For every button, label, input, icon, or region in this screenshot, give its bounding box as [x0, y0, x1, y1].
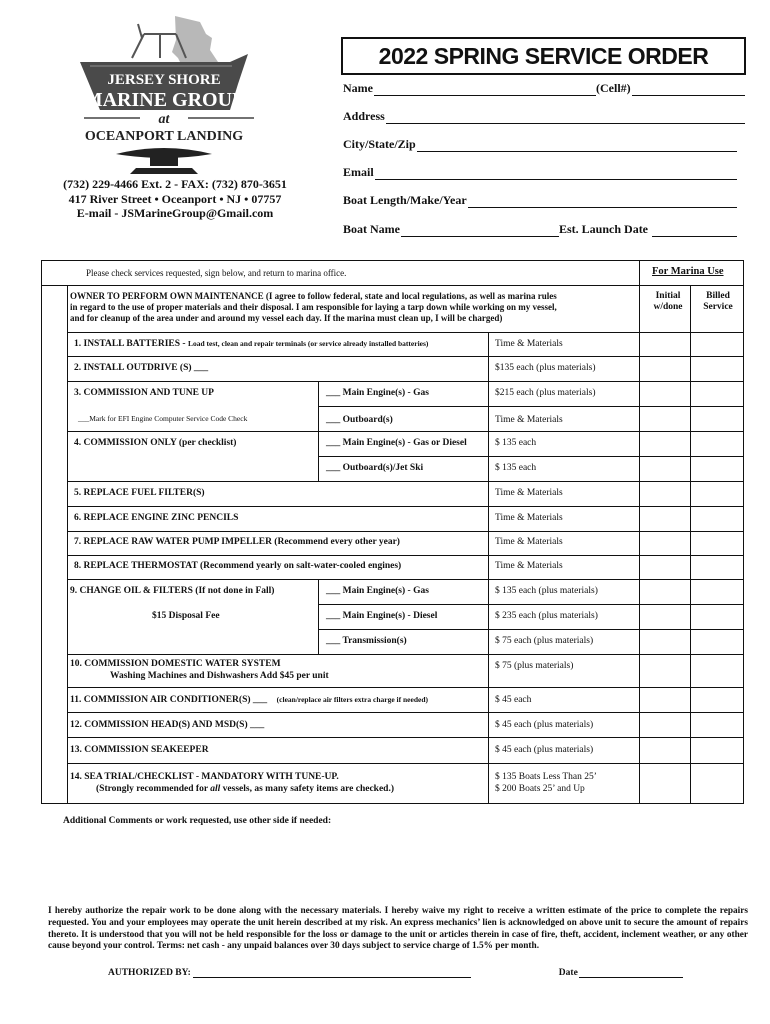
boat-name-label: Boat Name	[343, 222, 400, 236]
price-col-divider	[488, 332, 489, 803]
service-5: 5. REPLACE FUEL FILTER(S)	[74, 488, 205, 498]
service-14-sub-b: vessels, as many safety items are checked.)	[220, 784, 394, 794]
header-divider	[42, 285, 744, 286]
row-line	[67, 654, 744, 655]
service-14-price-b: $ 200 Boats 25’ and Up	[495, 784, 585, 794]
city-row	[343, 136, 745, 152]
email-row	[343, 164, 745, 180]
logo-line1: JERSEY SHORE	[107, 72, 221, 88]
service-8: 8. REPLACE THERMOSTAT (Recommend yearly on salt-water-cooled engines)	[74, 561, 402, 571]
row-line	[67, 763, 744, 764]
service-8-price: Time & Materials	[495, 561, 563, 571]
service-1	[74, 338, 428, 350]
table-instructions: Please check services requested, sign below, and return to marina office.	[86, 268, 347, 278]
email-label: Email	[343, 165, 374, 179]
boat-length-label: Boat Length/Make/Year	[343, 193, 467, 207]
logo-line4: OCEANPORT LANDING	[84, 129, 244, 144]
service-1-label: 1. INSTALL BATTERIES -	[74, 339, 188, 349]
form-title: 2022 SPRING SERVICE ORDER	[378, 42, 709, 69]
service-12-price: $ 45 each (plus materials)	[495, 720, 594, 730]
row-line	[318, 406, 744, 407]
disposal-fee-note: $15 Disposal Fee	[152, 611, 220, 621]
row-line	[67, 687, 744, 688]
boat-name-row	[343, 221, 745, 237]
service-5-price: Time & Materials	[495, 488, 563, 498]
service-14: 14. SEA TRIAL/CHECKLIST - MANDATORY WITH TUNE-UP.	[70, 772, 339, 782]
service-9-option: ___ Main Engine(s) - Gas	[326, 586, 429, 596]
service-9b-price: $ 235 each (plus materials)	[495, 611, 598, 621]
boat-name-field[interactable]	[401, 226, 559, 237]
service-4b-price: $ 135 each	[495, 463, 537, 473]
service-14-price-a: $ 135 Boats Less Than 25’	[495, 772, 597, 782]
service-9c-option: ___ Transmission(s)	[326, 636, 407, 646]
service-10-price: $ 75 (plus materials)	[495, 661, 574, 671]
service-2-price: $135 each (plus materials)	[495, 363, 596, 373]
row-line	[67, 531, 744, 532]
address-label: Address	[343, 109, 385, 123]
launch-date-field[interactable]	[652, 226, 737, 237]
name-row	[343, 80, 745, 96]
service-table	[41, 260, 744, 804]
authorization-text: I hereby authorize the repair work to be done along with the necessary materials. I hereby waive my right to receive a written estimate of the price to complete the repairs requested. You and your employees may operate the unit herein described at my risk. An express mechanics’ lien is acknowledged on above unit to secure the amount of repairs thereto. It is understood that you will not be held responsible for the loss or damage to the unit or articles therein in case of fire, theft, accident, inclement weather, or any other cause beyond your control. Terms: net cash - any unpaid balances over 30 days subject to service charge of 1.5% per month.	[48, 906, 748, 952]
owner-text-line-2: in regard to the use of proper materials and their disposal. I am responsible for laying a tarp down while working on my vessel,	[70, 302, 557, 312]
date-field[interactable]	[579, 968, 683, 978]
service-13: 13. COMMISSION SEAKEEPER	[70, 745, 209, 755]
service-14-sub-em: all	[210, 784, 221, 794]
city-label: City/State/Zip	[343, 137, 416, 151]
service-6-price: Time & Materials	[495, 513, 563, 523]
service-12: 12. COMMISSION HEAD(S) AND MSD(S) ___	[70, 720, 265, 730]
row-line	[318, 604, 744, 605]
service-1-note: Load test, clean and repair terminals (or service already installed batteries)	[187, 339, 429, 348]
logo-line2: MARINE GROUP	[83, 89, 245, 111]
option-col-divider	[318, 579, 319, 654]
comments-label: Additional Comments or work requested, use other side if needed:	[63, 816, 332, 826]
logo-line3: at	[158, 112, 170, 127]
initial-header-line2: w/done	[653, 302, 683, 312]
service-7-price: Time & Materials	[495, 537, 563, 547]
boat-length-field[interactable]	[468, 197, 737, 208]
service-3-price: $215 each (plus materials)	[495, 388, 596, 398]
row-line	[67, 356, 744, 357]
service-3-option: ___ Main Engine(s) - Gas	[326, 388, 429, 398]
billed-header	[698, 291, 738, 313]
table-col-divider-main	[639, 261, 640, 803]
option-col-divider	[318, 381, 319, 481]
company-email: E-mail - JSMarineGroup@Gmail.com	[76, 206, 274, 220]
service-9-price: $ 135 each (plus materials)	[495, 586, 598, 596]
company-phone: (732) 229-4466 Ext. 2 - FAX: (732) 870-3651	[63, 177, 287, 191]
service-11-note: (clean/replace air filters extra charge if needed)	[276, 695, 428, 704]
service-4: 4. COMMISSION ONLY (per checklist)	[74, 438, 237, 448]
initial-header	[650, 291, 686, 313]
owner-maintenance-text	[70, 291, 557, 324]
marina-use-label: For Marina Use	[652, 266, 724, 277]
owner-text-line-3: and for cleanup of the area under and around my vessel each day. If the marina must clean up, I will be charged)	[70, 313, 503, 323]
address-row	[343, 108, 745, 124]
billed-header-line2: Service	[703, 302, 733, 312]
form-title-box	[341, 37, 746, 75]
service-3: 3. COMMISSION AND TUNE UP	[74, 388, 214, 398]
company-logo	[80, 14, 258, 184]
service-10: 10. COMMISSION DOMESTIC WATER SYSTEM	[70, 659, 281, 669]
row-line	[67, 555, 744, 556]
service-11	[70, 694, 428, 706]
row-line	[67, 506, 744, 507]
cell-field[interactable]	[632, 85, 745, 96]
service-9: 9. CHANGE OIL & FILTERS (If not done in Fall)	[70, 586, 275, 596]
service-11-label: 11. COMMISSION AIR CONDITIONER(S) ___	[70, 695, 268, 705]
name-field[interactable]	[374, 85, 596, 96]
service-10-sub: Washing Machines and Dishwashers Add $45 per unit	[110, 671, 329, 681]
service-3b-price: Time & Materials	[495, 415, 563, 425]
row-line	[67, 381, 744, 382]
authorized-by-field[interactable]	[193, 968, 471, 978]
city-field[interactable]	[417, 141, 737, 152]
row-line	[67, 332, 744, 333]
table-col-divider-marina	[690, 285, 691, 803]
owner-text-line-1: OWNER TO PERFORM OWN MAINTENANCE (I agree to follow federal, state and local regulations, as well as marina rules	[70, 291, 557, 301]
row-line	[67, 737, 744, 738]
row-line	[67, 431, 744, 432]
service-9c-price: $ 75 each (plus materials)	[495, 636, 594, 646]
service-14-sub	[96, 783, 394, 795]
row-line	[318, 629, 744, 630]
service-13-price: $ 45 each (plus materials)	[495, 745, 594, 755]
cleat-icon	[116, 148, 212, 174]
service-4b-option: ___ Outboard(s)/Jet Ski	[326, 463, 424, 473]
row-line	[318, 456, 744, 457]
service-4-option: ___ Main Engine(s) - Gas or Diesel	[326, 438, 467, 448]
date-label: Date	[558, 968, 578, 978]
row-line	[67, 579, 744, 580]
row-line	[67, 712, 744, 713]
service-7: 7. REPLACE RAW WATER PUMP IMPELLER (Recommend every other year)	[74, 537, 400, 547]
service-11-price: $ 45 each	[495, 695, 532, 705]
company-address: 417 River Street • Oceanport • NJ • 07757	[68, 191, 282, 206]
service-14-sub-a: (Strongly recommended for	[96, 784, 211, 794]
signature-row	[108, 968, 698, 978]
authorized-by-label: AUTHORIZED BY:	[108, 968, 191, 978]
name-label: Name	[343, 81, 373, 95]
initial-header-line1: Initial	[655, 291, 681, 301]
service-6: 6. REPLACE ENGINE ZINC PENCILS	[74, 513, 239, 523]
service-2: 2. INSTALL OUTDRIVE (S) ___	[74, 363, 209, 373]
boat-length-row	[343, 192, 745, 208]
row-line	[67, 481, 744, 482]
service-4-price: $ 135 each	[495, 438, 537, 448]
service-9b-option: ___ Main Engine(s) - Diesel	[326, 611, 438, 621]
email-field[interactable]	[375, 169, 737, 180]
efi-check-note: ___Mark for EFI Engine Computer Service Code Check	[78, 414, 248, 423]
address-field[interactable]	[386, 113, 745, 124]
launch-date-label: Est. Launch Date	[559, 222, 649, 236]
service-1-price: Time & Materials	[495, 339, 563, 349]
table-left-inner-line	[67, 285, 68, 803]
cell-label: (Cell#)	[596, 81, 631, 95]
company-contact	[40, 177, 310, 221]
billed-header-line1: Billed	[706, 291, 730, 301]
service-3b-option: ___ Outboard(s)	[326, 415, 393, 425]
